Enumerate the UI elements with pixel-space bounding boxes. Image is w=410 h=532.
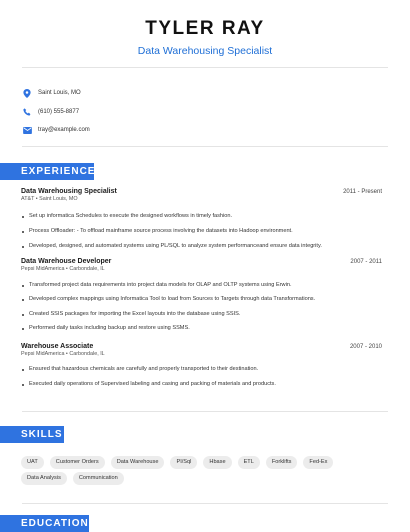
contact-location [22, 84, 90, 103]
contact-email-text: tray@example.com [38, 127, 90, 134]
job-entry [21, 343, 382, 357]
phone-icon [22, 107, 32, 117]
contact-phone-text: (610) 555-8877 [38, 108, 80, 115]
list-item: Ensured that hazardous chemicals are carefully and properly transported to their destination. [21, 366, 382, 373]
section-header-experience: EXPERIENCE [0, 163, 94, 180]
divider [22, 411, 388, 412]
contact-phone [22, 103, 90, 122]
skill-tag: Forklifts [266, 456, 298, 469]
skill-tag: Data Warehouse [111, 456, 165, 469]
contact-email [22, 121, 90, 140]
section-header-skills: SKILLS [0, 426, 64, 443]
list-item: Performed daily tasks including backup and restore using SSMS. [21, 325, 382, 332]
job-role: Data Warehouse Developer [21, 258, 112, 265]
job-dates: 2007 - 2010 [349, 344, 382, 350]
skill-tag: Data Analysis [21, 472, 67, 485]
contact-location-text: Saint Louis, MO [38, 90, 81, 97]
job-employer: Pepsi MidAmerica • Carbondale, IL [21, 266, 105, 272]
job-entry [21, 258, 382, 272]
job-dates: 2007 - 2011 [350, 259, 382, 265]
list-item: Transformed project data requirements into project data models for OLAP and OLTP systems using Erwin. [21, 282, 382, 289]
location-pin-icon [22, 88, 32, 98]
candidate-name: TYLER RAY [145, 18, 265, 39]
email-icon [22, 125, 32, 135]
list-item: Developed, designed, and automated systems using PL/SQL to analyze system performanceand ensure data integrity. [21, 243, 382, 250]
section-header-education: EDUCATION [0, 515, 89, 532]
job-dates: 2011 - Present [343, 189, 382, 195]
resume-header [0, 0, 410, 58]
job-employer: Pepsi MidAmerica • Carbondale, IL [21, 351, 105, 357]
skill-tag: Fed-Ex [303, 456, 333, 469]
list-item: Set up informatica Schedules to execute the designed workflows in timely fashion. [21, 213, 382, 220]
skill-tag: Customer Orders [50, 456, 105, 469]
job-role: Warehouse Associate [21, 343, 94, 350]
divider [22, 146, 388, 147]
list-item: Process Offloader: - To offload mainframe source process involving the datasets into Hadoop environment. [21, 228, 382, 235]
skill-tag: Hbase [203, 456, 231, 469]
list-item: Created SSIS packages for importing the Excel layouts into the database using SSIS. [21, 311, 382, 318]
divider [22, 503, 388, 504]
job-entry [21, 188, 382, 202]
job-employer: AT&T • Saint Louis, MO [21, 196, 78, 202]
skill-tag: PI/Sql [170, 456, 197, 469]
contact-list [22, 84, 90, 140]
skill-tag: ETL [238, 456, 260, 469]
list-item: Developed complex mappings using Informatica Tool to load from Sources to Targets through data Transformations. [21, 296, 382, 303]
job-role: Data Warehousing Specialist [21, 188, 117, 195]
list-item: Executed daily operations of Supervised labeling and casing and packing of materials and products. [21, 381, 382, 388]
candidate-title: Data Warehousing Specialist [137, 45, 273, 57]
divider [22, 67, 388, 68]
skills-list [21, 456, 388, 488]
skill-tag: Communication [73, 472, 124, 485]
skill-tag: UAT [21, 456, 44, 469]
